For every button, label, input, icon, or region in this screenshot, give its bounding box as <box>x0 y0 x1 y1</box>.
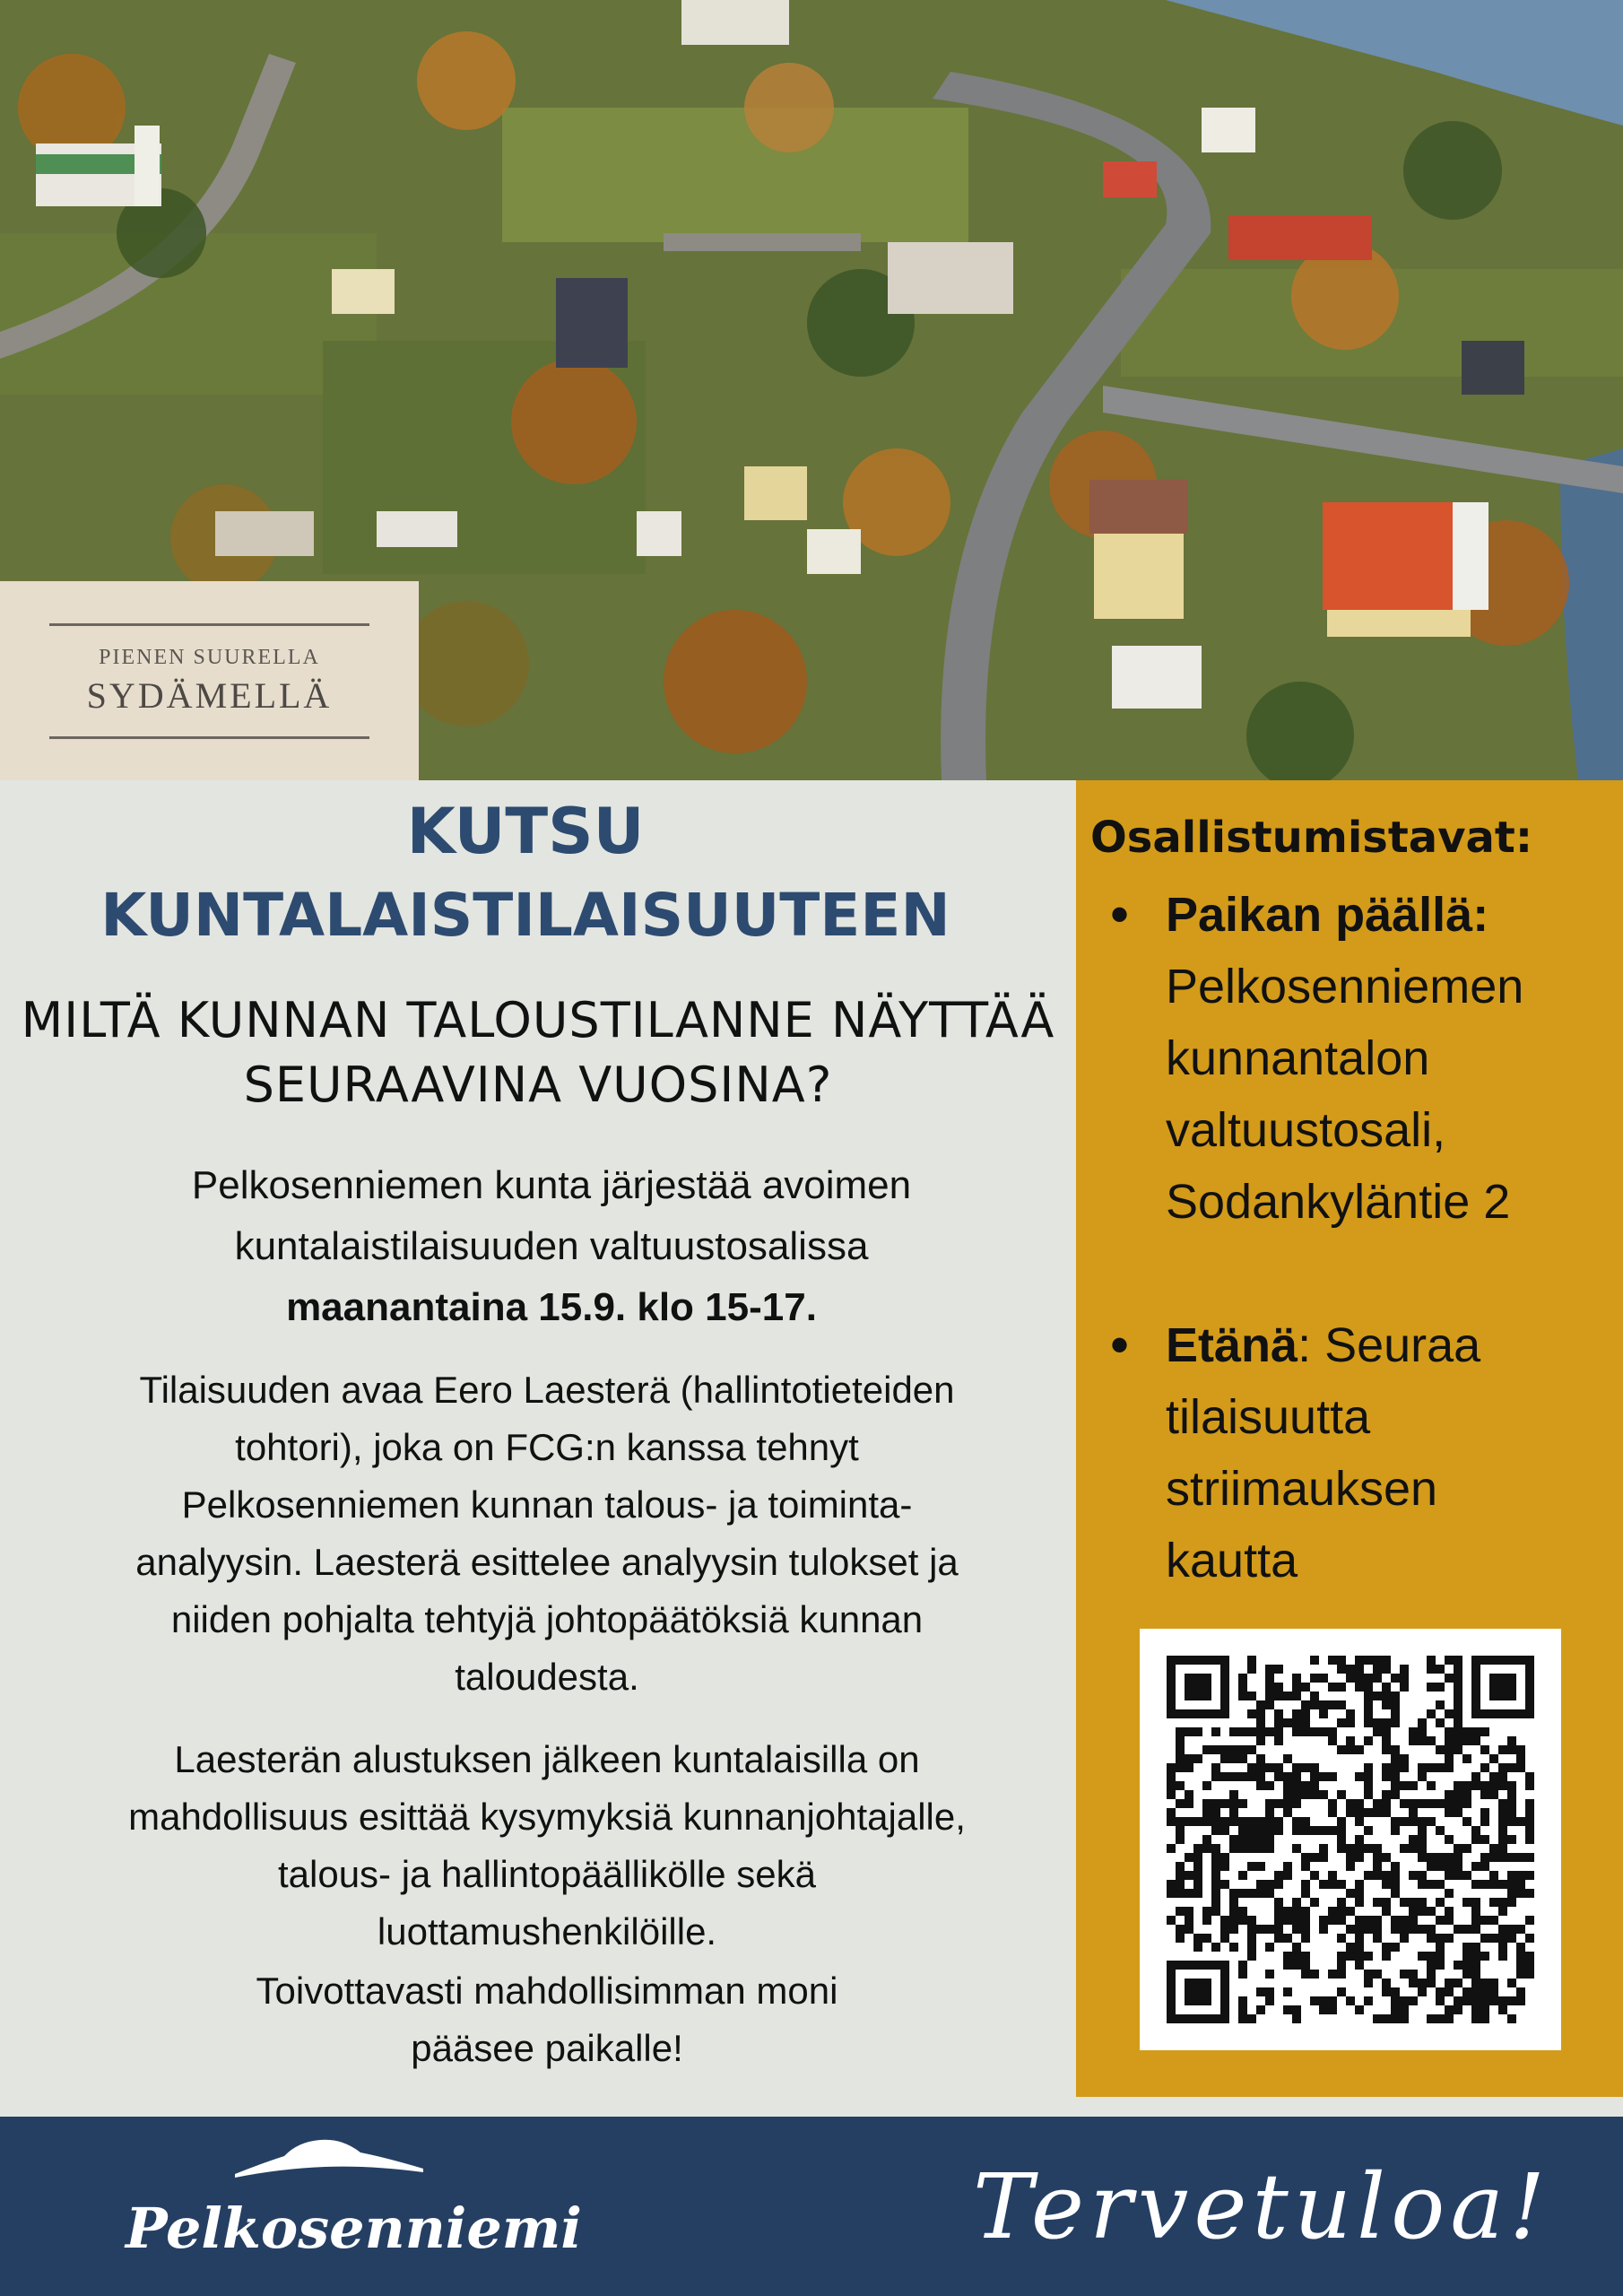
onsite-label: Paikan päällä: <box>1166 888 1489 942</box>
onsite-line: Pelkosenniemen <box>1166 960 1524 1013</box>
paragraph-closing <box>18 1962 1076 2077</box>
paragraph-line: niiden pohjalta tehtyjä johtopäätöksiä kunnan <box>170 1598 924 1640</box>
subtitle-line2: SEURAAVINA VUOSINA? <box>243 1057 833 1113</box>
badge-bottom-rule <box>49 736 369 739</box>
paragraph-line: mahdollisuus esittää kysymyksiä kunnanjohtajalle, <box>128 1796 966 1838</box>
title-line1: KUTSU <box>406 795 645 868</box>
remote-line: tilaisuutta <box>1166 1390 1371 1444</box>
qr-modules <box>1167 1656 1534 2023</box>
intro-line1: Pelkosenniemen kunta järjestää avoimen <box>191 1163 912 1207</box>
badge-top-rule <box>49 623 369 626</box>
paragraph-line: taloudesta. <box>455 1656 639 1698</box>
onsite-line: valtuustosali, <box>1166 1103 1446 1157</box>
paragraph-line: tohtori), joka on FCG:n kanssa tehnyt <box>235 1426 859 1468</box>
invitation-content <box>0 780 1076 2117</box>
footer-bar <box>0 2117 1623 2296</box>
title-line2: KUNTALAISTILAISUUTEEN <box>100 881 950 950</box>
qr-code[interactable] <box>1140 1629 1561 2050</box>
remote-text <box>1166 1309 1614 1596</box>
subtitle-line1: MILTÄ KUNNAN TALOUSTILANNE NÄYTTÄÄ <box>21 992 1055 1048</box>
paragraph-line: talous- ja hallintopäällikölle sekä <box>277 1853 817 1895</box>
remote-first-line <box>1166 1309 1614 1381</box>
municipality-logo-text: Pelkosenniemi <box>126 2196 582 2261</box>
badge-line1: PIENEN SUURELLA <box>99 646 320 669</box>
onsite-text <box>1166 879 1614 1238</box>
remote-label: Etänä <box>1166 1318 1298 1372</box>
paragraph-line: luottamushenkilöille. <box>377 1910 717 1952</box>
onsite-line: kunnantalon <box>1166 1031 1430 1085</box>
intro-paragraph <box>36 1155 1067 1338</box>
fell-logo-icon <box>235 2136 423 2181</box>
paragraph-questions <box>18 1731 1076 1961</box>
event-date: maanantaina 15.9. klo 15-17. <box>286 1285 817 1329</box>
subtitle <box>0 988 1076 1118</box>
slogan-badge <box>0 581 419 780</box>
welcome-text: Tervetuloa! <box>973 2154 1551 2259</box>
remote-line: striimauksen <box>1166 1462 1438 1516</box>
participation-panel <box>1076 780 1623 2097</box>
paragraph-line: pääsee paikalle! <box>411 2027 683 2069</box>
paragraph-line: Toivottavasti mahdollisimman moni <box>256 1970 838 2012</box>
participation-heading: Osallistumistavat: <box>1090 813 1533 863</box>
onsite-line: Sodankyläntie 2 <box>1166 1175 1511 1229</box>
remote-line: kautta <box>1166 1534 1298 1587</box>
paragraph-line: Tilaisuuden avaa Eero Laesterä (hallintotieteiden <box>139 1369 955 1411</box>
badge-line2: SYDÄMELLÄ <box>86 675 333 716</box>
qr-code-pattern <box>1167 1656 1534 2023</box>
paragraph-speaker <box>18 1361 1076 1706</box>
remote-first: : Seuraa <box>1298 1318 1481 1372</box>
intro-line2: kuntalaistilaisuuden valtuustosalissa <box>234 1224 869 1268</box>
paragraph-line: analyysin. Laesterä esittelee analyysin tulokset ja <box>135 1541 959 1583</box>
bullet-icon: • <box>1110 884 1130 944</box>
paragraph-line: Laesterän alustuksen jälkeen kuntalaisilla on <box>174 1738 920 1780</box>
paragraph-line: Pelkosenniemen kunnan talous- ja toiminta- <box>181 1483 913 1526</box>
bullet-icon: • <box>1110 1315 1130 1375</box>
